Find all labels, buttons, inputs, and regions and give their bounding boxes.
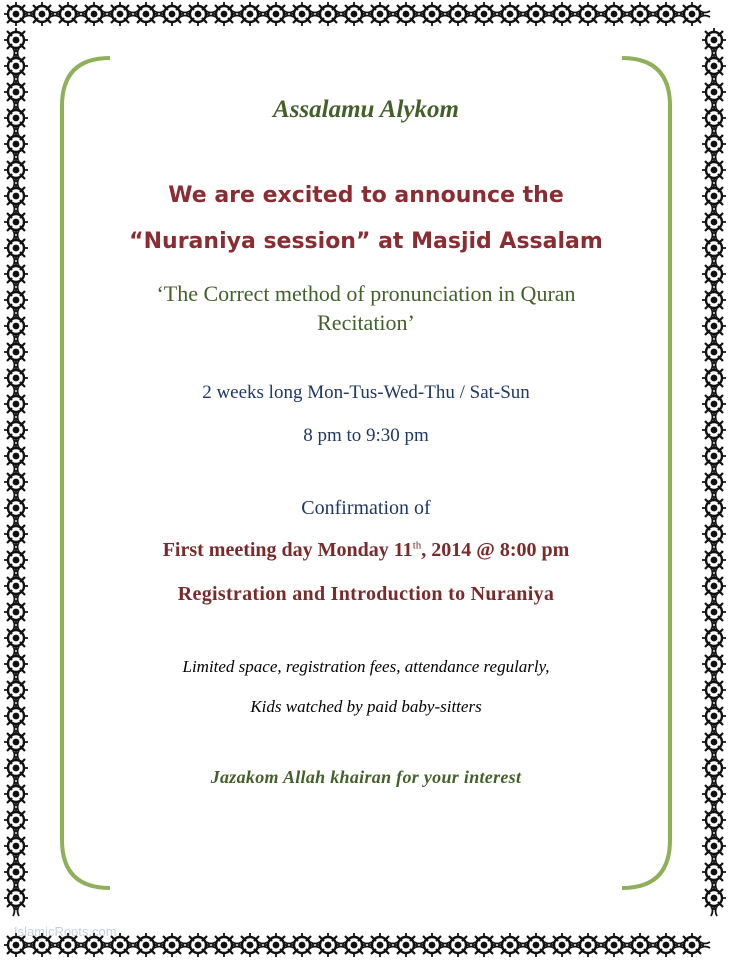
border-ornament <box>702 444 726 468</box>
schedule-days: 2 weeks long Mon-Tus-Wed-Thu / Sat-Sun <box>202 382 530 403</box>
border-ornament <box>702 28 726 52</box>
border-ornament <box>4 2 28 26</box>
border-ornament <box>4 704 28 728</box>
meeting-prefix: First meeting day Monday 11 <box>162 539 413 561</box>
border-ornament <box>702 132 726 156</box>
announcement-line-1: We are excited to announce the <box>168 183 564 208</box>
border-ornament <box>4 756 28 780</box>
border-ornament <box>4 106 28 130</box>
confirmation-label: Confirmation of <box>301 497 431 519</box>
border-ornament <box>4 444 28 468</box>
flyer-content <box>80 0 652 960</box>
border-ornament <box>4 886 28 910</box>
border-ornament <box>4 548 28 572</box>
border-ornament <box>4 210 28 234</box>
border-ornament <box>702 756 726 780</box>
border-ornament <box>4 652 28 676</box>
schedule-time: 8 pm to 9:30 pm <box>303 425 429 446</box>
border-ornament <box>30 2 54 26</box>
border-ornament <box>702 80 726 104</box>
border-ornament <box>702 808 726 832</box>
border-ornament <box>702 158 726 182</box>
border-ornament <box>654 933 678 957</box>
closing-thanks: Jazakom Allah khairan for your interest <box>210 767 522 787</box>
border-ornament <box>702 678 726 702</box>
border-ornament <box>702 860 726 884</box>
border-ornament <box>702 392 726 416</box>
border-ornament <box>702 574 726 598</box>
note-line-2: Kids watched by paid baby-sitters <box>250 697 482 716</box>
border-ornament <box>702 470 726 494</box>
border-ornament <box>4 678 28 702</box>
border-ornament <box>4 314 28 338</box>
first-meeting-date <box>80 539 652 562</box>
border-ornament <box>702 730 726 754</box>
border-ornament <box>4 158 28 182</box>
border-ornament <box>702 236 726 260</box>
border-ornament <box>702 782 726 806</box>
border-ornament <box>4 496 28 520</box>
border-ornament <box>702 314 726 338</box>
border-ornament <box>4 28 28 52</box>
meeting-suffix: , 2014 @ 8:00 pm <box>421 539 570 561</box>
border-ornament <box>4 366 28 390</box>
border-ornament <box>4 418 28 442</box>
border-ornament <box>702 184 726 208</box>
watermark-text: IslamicRoots.com <box>14 924 117 939</box>
border-ornament <box>702 652 726 676</box>
border-ornament <box>4 262 28 286</box>
meeting-ordinal: th <box>412 539 422 552</box>
border-ornament <box>4 184 28 208</box>
border-ornament <box>702 496 726 520</box>
border-ornament <box>4 340 28 364</box>
border-ornament <box>4 626 28 650</box>
border-ornament <box>680 2 704 26</box>
border-ornament <box>702 834 726 858</box>
border-ornament <box>702 886 726 910</box>
border-ornament <box>4 860 28 884</box>
border-ornament <box>702 366 726 390</box>
border-ornament <box>4 808 28 832</box>
greeting-heading: Assalamu Alykom <box>273 96 459 123</box>
border-ornament <box>4 730 28 754</box>
border-ornament <box>702 704 726 728</box>
border-ornament <box>4 80 28 104</box>
border-ornament <box>702 262 726 286</box>
border-ornament <box>702 340 726 364</box>
border-ornament <box>4 600 28 624</box>
registration-intro: Registration and Introduction to Nuraniya <box>177 583 555 605</box>
border-ornament <box>4 470 28 494</box>
border-ornament <box>4 392 28 416</box>
border-ornament <box>702 54 726 78</box>
border-ornament <box>702 548 726 572</box>
border-ornament <box>4 132 28 156</box>
session-subtitle: ‘The Correct method of pronunciation in Quran Recitation’ <box>156 281 576 335</box>
note-line-1: Limited space, registration fees, attendance regularly, <box>182 657 550 676</box>
border-ornament <box>702 210 726 234</box>
border-ornament <box>702 600 726 624</box>
border-ornament <box>654 2 678 26</box>
border-ornament <box>4 54 28 78</box>
border-ornament <box>702 626 726 650</box>
border-ornament <box>4 574 28 598</box>
border-ornament <box>4 288 28 312</box>
border-ornament <box>4 236 28 260</box>
border-ornament <box>702 106 726 130</box>
border-ornament <box>702 522 726 546</box>
border-ornament <box>702 288 726 312</box>
border-ornament <box>4 782 28 806</box>
border-ornament <box>56 2 80 26</box>
border-ornament <box>680 933 704 957</box>
border-ornament <box>4 834 28 858</box>
announcement-line-2: “Nuraniya session” at Masjid Assalam <box>129 229 603 254</box>
border-ornament <box>4 522 28 546</box>
border-ornament <box>702 418 726 442</box>
